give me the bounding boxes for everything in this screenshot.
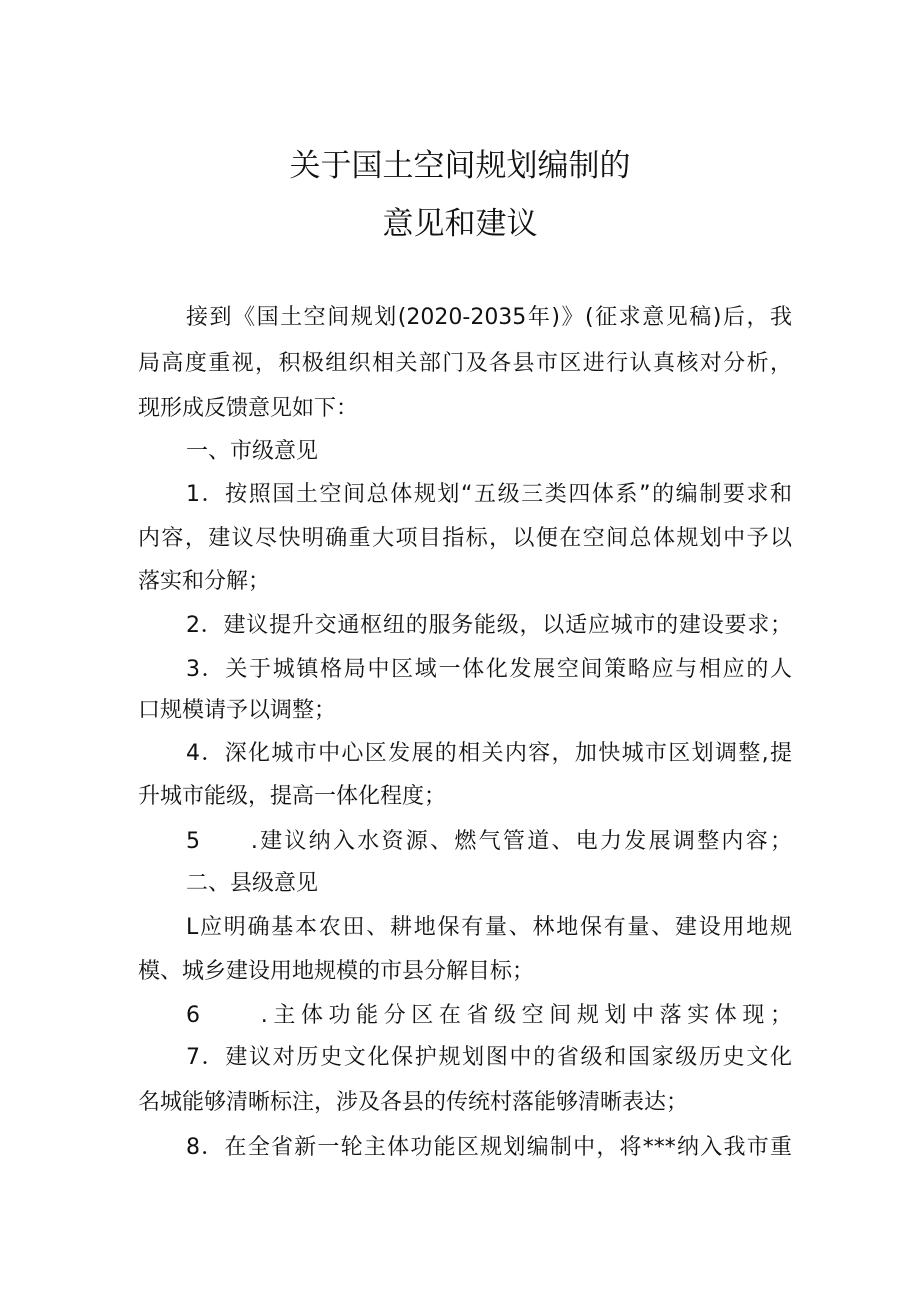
item-1-line-3: 落实和分解； [138, 569, 271, 594]
item-1-line-1: 1．按照国土空间总体规划“五级三类四体系”的编制要求和 [186, 482, 792, 507]
section-1-heading: 一、市级意见 [186, 439, 319, 464]
section-2-heading: 二、县级意见 [186, 871, 319, 896]
item-7-line-2: 名城能够清晰标注，涉及各县的传统村落能够清晰表达； [138, 1090, 689, 1115]
item-1-line-2: 内容，建议尽快明确重大项目指标，以便在空间总体规划中予以 [138, 526, 792, 551]
document-title-line-1: 关于国土空间规划编制的 [289, 148, 631, 184]
item-6-line-1: 6 .主体功能分区在省级空间规划中落实体现； [186, 1003, 792, 1028]
item-4-line-2: 升城市能级，提高一体化程度； [138, 784, 447, 809]
intro-line-2: 局高度重视，积极组织相关部门及各县市区进行认真核对分析， [138, 351, 792, 376]
item-3-line-1: 3．关于城镇格局中区域一体化发展空间策略应与相应的人 [186, 657, 792, 682]
item-4-line-1: 4．深化城市中心区发展的相关内容，加快城市区划调整,提 [186, 741, 792, 766]
item-2-line-1: 2．建议提升交通枢纽的服务能级，以适应城市的建设要求； [186, 613, 792, 638]
item-7-line-1: 7．建议对历史文化保护规划图中的省级和国家级历史文化 [186, 1045, 792, 1070]
item-5-line-1: 5 .建议纳入水资源、燃气管道、电力发展调整内容； [186, 829, 792, 854]
item-l-line-1: L应明确基本农田、耕地保有量、林地保有量、建设用地规 [186, 915, 792, 940]
item-l-line-2: 模、城乡建设用地规模的市县分解目标； [138, 959, 535, 984]
document-title-line-2: 意见和建议 [382, 206, 538, 242]
item-8-line-1: 8．在全省新一轮主体功能区规划编制中，将***纳入我市重 [186, 1135, 792, 1160]
intro-line-3: 现形成反馈意见如下： [138, 396, 359, 421]
intro-line-1: 接到《国土空间规划(2020-2035年)》(征求意见稿)后，我 [186, 305, 792, 330]
item-3-line-2: 口规模请予以调整； [138, 698, 337, 723]
